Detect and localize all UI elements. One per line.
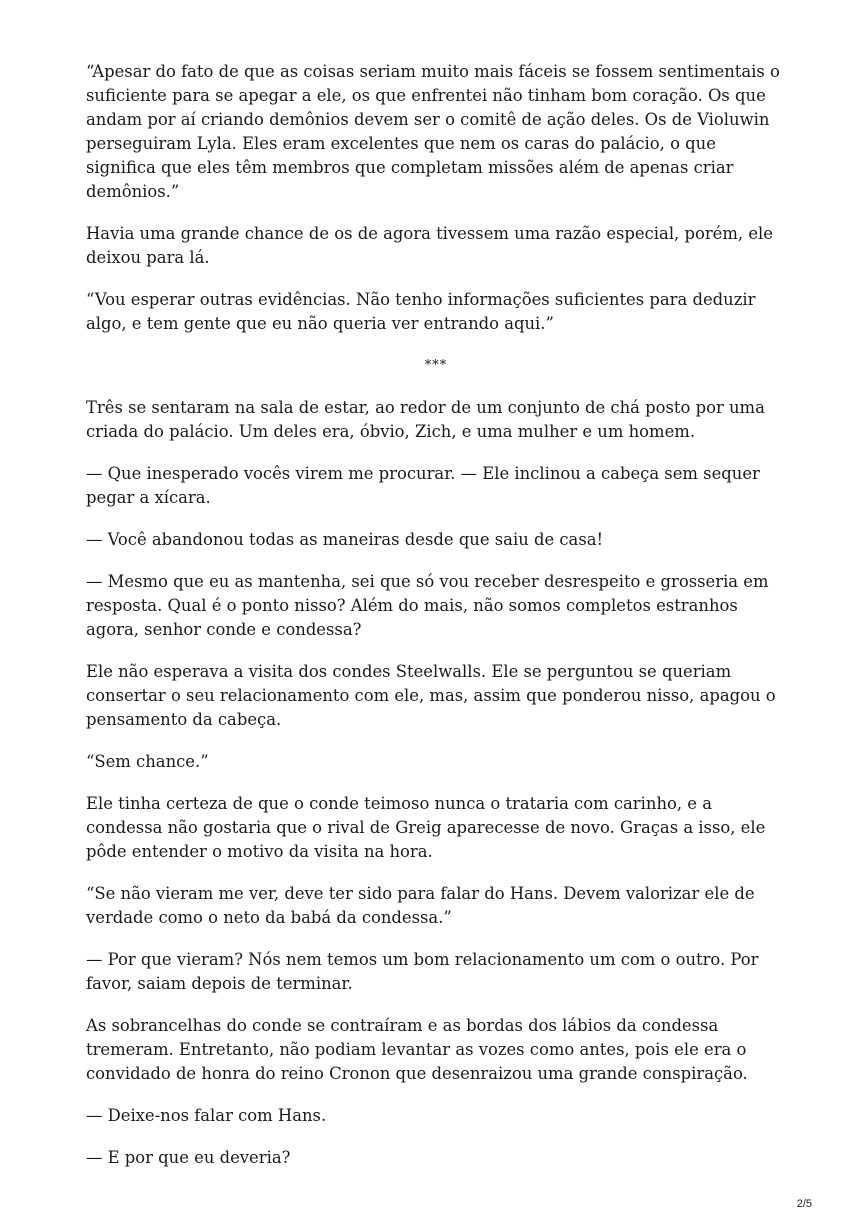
document-body — [86, 60, 786, 1188]
paragraph: — Mesmo que eu as mantenha, sei que só vou receber desrespeito e grosseria em resposta. Qual é o ponto nisso? Além do mais, não somos completos estranhos agora, senhor conde e condessa? — [86, 572, 769, 639]
paragraph: Três se sentaram na sala de estar, ao redor de um conjunto de chá posto por uma criada do palácio. Um deles era, óbvio, Zich, e uma mulher e um homem. — [86, 398, 765, 441]
paragraph: “Sem chance.” — [86, 752, 209, 771]
scene-separator: *** — [424, 358, 448, 373]
paragraph: — Por que vieram? Nós nem temos um bom relacionamento um com o outro. Por favor, saiam depois de terminar. — [86, 950, 759, 993]
paragraph: — Você abandonou todas as maneiras desde que saiu de casa! — [86, 530, 604, 549]
paragraph: “Vou esperar outras evidências. Não tenho informações suficientes para deduzir algo, e tem gente que eu não queria ver entrando aqui.” — [86, 290, 756, 333]
page-number: 2/5 — [796, 1198, 812, 1210]
paragraph: “Se não vieram me ver, deve ter sido para falar do Hans. Devem valorizar ele de verdade como o neto da babá da condessa.” — [86, 884, 755, 927]
paragraph: — Que inesperado vocês virem me procurar. — Ele inclinou a cabeça sem sequer pegar a xícara. — [86, 464, 760, 507]
paragraph: Ele não esperava a visita dos condes Steelwalls. Ele se perguntou se queriam consertar o seu relacionamento com ele, mas, assim que ponderou nisso, apagou o pensamento da cabeça. — [86, 662, 776, 729]
paragraph: As sobrancelhas do conde se contraíram e as bordas dos lábios da condessa tremeram. Entretanto, não podiam levantar as vozes como antes, pois ele era o convidado de honra do reino Cronon que desenraizou uma grande conspiração. — [86, 1016, 748, 1083]
paragraph: Havia uma grande chance de os de agora tivessem uma razão especial, porém, ele deixou para lá. — [86, 224, 773, 267]
paragraph: — E por que eu deveria? — [86, 1148, 291, 1167]
paragraph: Ele tinha certeza de que o conde teimoso nunca o trataria com carinho, e a condessa não gostaria que o rival de Greig aparecesse de novo. Graças a isso, ele pôde entender o motivo da visita na hora. — [86, 794, 766, 861]
paragraph: — Deixe-nos falar com Hans. — [86, 1106, 327, 1125]
paragraph: “Apesar do fato de que as coisas seriam muito mais fáceis se fossem sentimentais o suficiente para se apegar a ele, os que enfrentei não tinham bom coração. Os que andam por aí criando demônios devem ser o comitê de ação deles. Os de Violuwin perseguiram Lyla. Eles eram excelentes que nem os caras do palácio, o que significa que eles têm membros que completam missões além de apenas criar demônios.” — [86, 62, 780, 201]
